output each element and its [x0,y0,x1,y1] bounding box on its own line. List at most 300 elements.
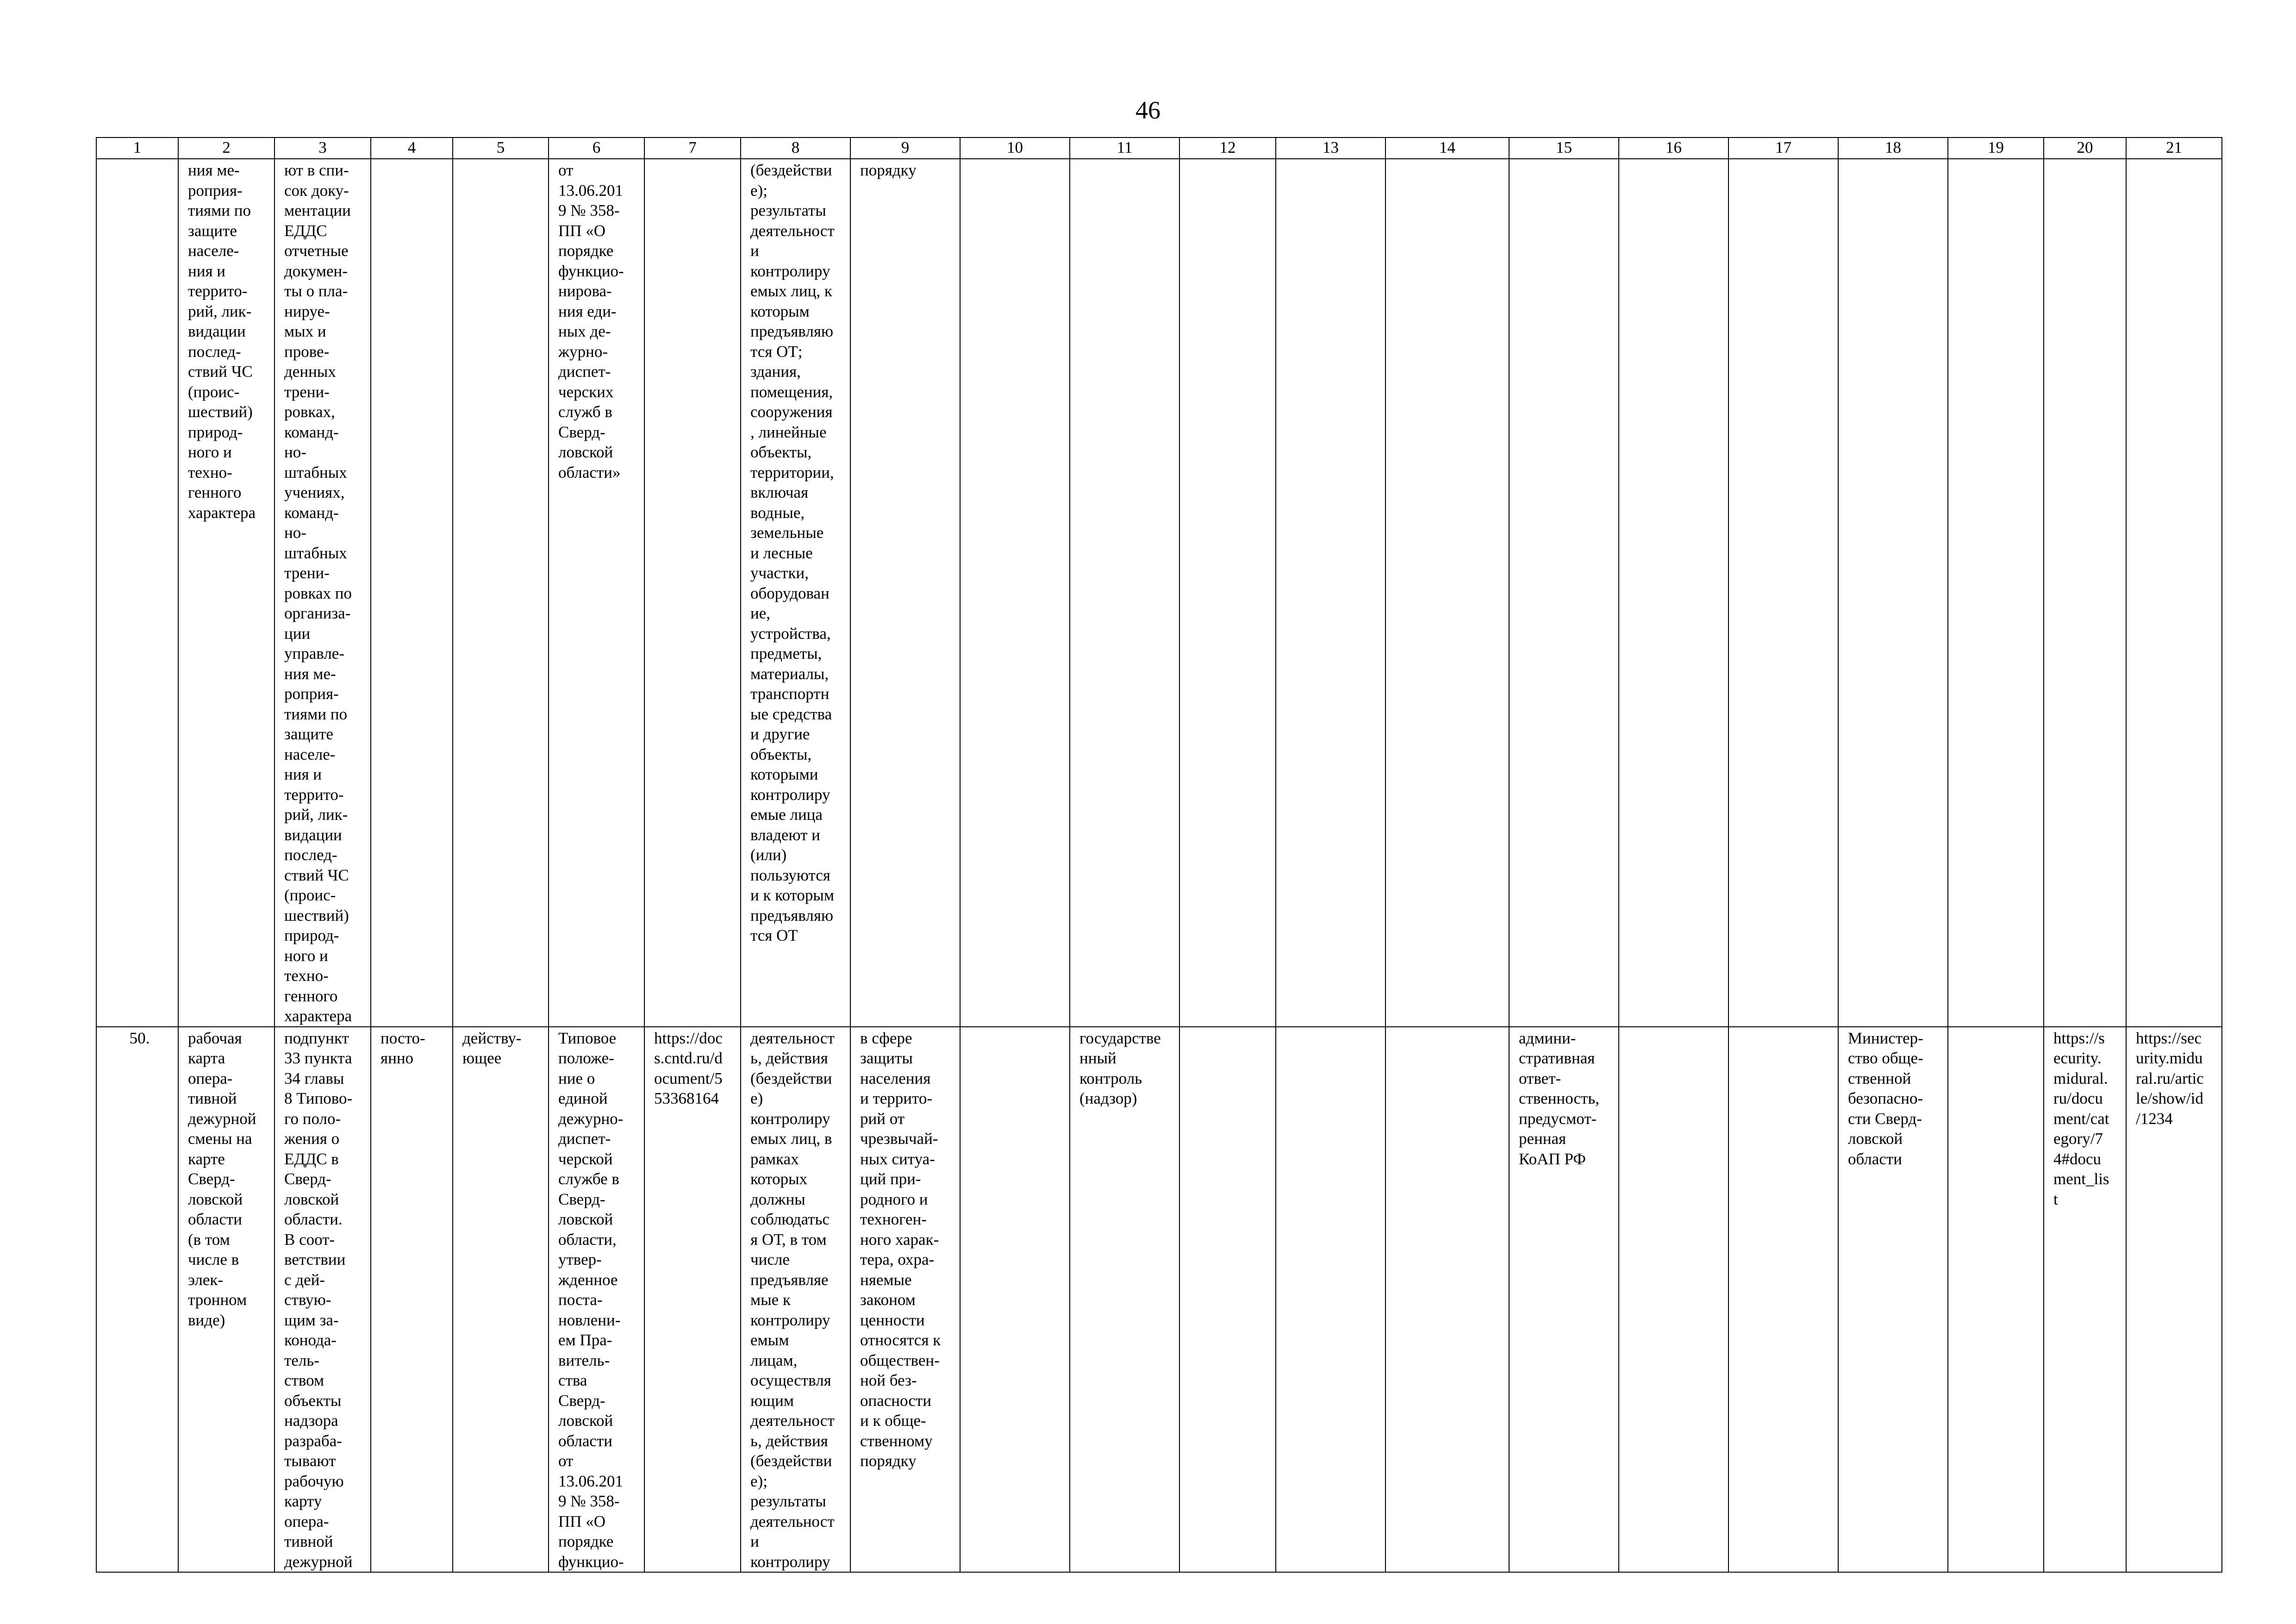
cell-text-line: ПП «О [558,1512,606,1530]
cell-text-line: деятельност [750,1029,835,1047]
cell-text-line: и [750,242,759,260]
cell-text-line: ства [558,1371,587,1389]
cell-text-line: нирова- [558,282,612,300]
cell-text-line: ЕДДС в [284,1149,339,1168]
cell-text-line: государстве [1079,1029,1161,1047]
cell-text-line: ловской [558,1210,613,1228]
column-number-13: 13 [1276,137,1385,159]
cell-text-line: ты о пла- [284,282,348,300]
cell-text-line: тель- [284,1351,319,1369]
cell-text-line: https://sec [2136,1029,2202,1047]
cell-text-line: ния и [284,765,322,783]
table-cell-col-20 [2044,159,2126,1027]
cell-text-line: денных [284,362,336,381]
cell-text-line: объекты, [750,443,812,461]
cell-text-line: ЕДДС [284,221,327,240]
cell-text-line: роприя- [284,685,339,703]
cell-text-line: оборудован [750,584,830,602]
cell-text-line: egory/7 [2053,1130,2103,1148]
cell-text-line: 33 пункта [284,1049,352,1067]
cell-text-line: ство обще- [1848,1049,1923,1067]
cell-text-line: природ- [188,423,243,441]
cell-text-line: ного и [188,443,232,461]
cell-text-line: КоАП РФ [1519,1149,1586,1168]
column-number-20: 20 [2044,137,2126,159]
cell-text-line: команд- [284,503,339,522]
table-cell-col-19 [1948,1027,2044,1573]
cell-text-line: отчетные [284,242,349,260]
cell-text-line: объекты, [750,745,812,763]
column-number-18: 18 [1838,137,1948,159]
cell-text-line: контроль [1079,1069,1142,1087]
cell-text-line: должны [750,1190,805,1208]
table-cell-col-8 [741,1027,850,1573]
table-cell-col-15 [1509,159,1619,1027]
cell-text-line: контролиру [750,1552,830,1571]
cell-text-line: стративная [1519,1049,1595,1067]
table-cell-col-16 [1619,159,1728,1027]
cell-text-line: чрезвычай- [860,1130,938,1148]
column-number-11: 11 [1070,137,1179,159]
column-number-5: 5 [453,137,549,159]
table-row [96,1027,2222,1573]
cell-text-line: деятельност [750,1512,835,1530]
cell-text-line: области [558,1431,612,1450]
cell-text-line: (или) [750,846,787,864]
cell-text-line: ecurity. [2053,1049,2102,1067]
cell-text-line: тся ОТ [750,926,798,944]
cell-text-line: подпункт [284,1029,349,1047]
cell-text-line: ций при- [860,1170,921,1188]
cell-text-line: функцио- [558,262,624,280]
cell-text-line: янно [381,1049,414,1067]
cell-text-line: порядку [860,161,917,179]
cell-text-line: /1234 [2136,1109,2173,1128]
cell-text-line: защите [188,221,237,240]
cell-text-line: помещения, [750,382,833,401]
cell-text-line: Сверд- [558,423,605,441]
column-number-10: 10 [960,137,1070,159]
cell-text-line: роприя- [188,181,243,200]
cell-text-line: е); [750,1472,767,1490]
cell-text-line: https://s [2053,1029,2105,1047]
cell-text-line: и террито- [860,1089,933,1107]
cell-text-line: 4#docu [2053,1149,2102,1168]
cell-text-line: характера [188,503,256,522]
cell-text-line: ral.ru/artic [2136,1069,2204,1087]
cell-text-line: е) [750,1089,763,1107]
column-number-14: 14 [1385,137,1509,159]
cell-text-line: ем Пра- [558,1331,612,1349]
cell-text-line: s.cntd.ru/d [654,1049,723,1067]
cell-text-line: генного [284,987,338,1005]
cell-text-line: ния и [188,262,226,280]
cell-text-line: контролиру [750,1311,830,1329]
cell-text-line: функцио- [558,1552,624,1571]
cell-text-line: послед- [188,342,241,361]
cell-text-line: организа- [284,604,351,622]
table-cell-col-8 [741,159,850,1027]
cell-text-line: емых лиц, в [750,1130,832,1148]
cell-text-line: действу- [462,1029,522,1047]
cell-text-line: 13.06.201 [558,181,623,200]
cell-text-line: материалы, [750,664,829,683]
requirements-table [96,137,2222,1573]
column-number-3: 3 [275,137,371,159]
cell-text-line: ловской [188,1190,243,1208]
cell-text-line: ренная [1519,1130,1566,1148]
cell-text-line: транспортн [750,685,830,703]
cell-text-line: сок доку- [284,181,349,200]
cell-text-line: мые к [750,1291,791,1309]
cell-text-line: няемые [860,1270,912,1289]
cell-text-line: предъявляю [750,322,834,340]
cell-text-line: конода- [284,1331,337,1349]
cell-text-line: ние о [558,1069,595,1087]
table-row [96,159,2222,1027]
cell-text-line: карту [284,1492,322,1510]
cell-text-line: ющим [750,1391,794,1410]
cell-text-line: ствий ЧС [284,866,349,884]
cell-text-line: территории, [750,463,834,481]
cell-text-line: е); [750,181,767,200]
cell-text-line: емым [750,1331,789,1349]
table-cell-col-21 [2126,1027,2222,1573]
table-cell-col-6 [549,159,644,1027]
cell-text-line: от [558,161,574,179]
table-cell-col-4 [371,1027,453,1573]
cell-text-line: единой [558,1089,608,1107]
cell-text-line: результаты [750,201,826,219]
cell-text-line: видации [284,825,342,844]
cell-text-line: которым [750,302,810,320]
table-cell-col-17 [1728,159,1838,1027]
cell-text-line: (надзор) [1079,1089,1137,1107]
cell-text-line: ые средства [750,705,832,723]
cell-text-line: тиями по [188,201,251,219]
cell-text-line: характера [284,1007,352,1025]
cell-text-line: с дей- [284,1270,325,1289]
cell-text-line: ответ- [1519,1069,1561,1087]
cell-text-line: ных де- [558,322,611,340]
table-cell-col-2 [178,159,275,1027]
cell-text-line: шествий) [284,906,349,924]
table-cell-col-17 [1728,1027,1838,1573]
cell-text-line: Типовое [558,1029,617,1047]
cell-text-line: тивной [188,1089,237,1107]
cell-text-line: разраба- [284,1431,342,1450]
column-number-12: 12 [1179,137,1276,159]
cell-text-line: и к которым [750,886,834,904]
cell-text-line: надзора [284,1412,338,1430]
cell-text-line: которыми [750,765,818,783]
table-cell-col-9 [850,159,960,1027]
column-number-8: 8 [741,137,850,159]
table-cell-col-13 [1276,159,1385,1027]
cell-text-line: виде) [188,1311,225,1329]
cell-text-line: рамках [750,1149,799,1168]
cell-text-line: команд- [284,423,339,441]
cell-text-line: докумен- [284,262,348,280]
cell-text-line: служб в [558,403,612,421]
cell-text-line: витель- [558,1351,610,1369]
cell-text-line: области. [284,1210,343,1228]
cell-text-line: щим за- [284,1311,339,1329]
column-number-6: 6 [549,137,644,159]
table-cell-col-3 [275,1027,371,1573]
cell-text-line: защите [284,725,333,743]
cell-text-line: области» [558,463,621,481]
cell-text-line: 13.06.201 [558,1472,623,1490]
cell-text-line: числе в [188,1250,239,1268]
cell-text-line: результаты [750,1492,826,1510]
cell-text-line: нируе- [284,302,330,320]
cell-text-line: прове- [284,342,330,361]
cell-text-line: которых [750,1170,808,1188]
table-cell-col-2 [178,1027,275,1573]
cell-text-line: ловской [284,1190,339,1208]
cell-text-line: и [750,1532,759,1550]
cell-text-line: я ОТ, в том [750,1230,827,1249]
cell-text-line: ственному [860,1431,933,1450]
cell-text-line: ментации [284,201,351,219]
cell-text-line: рий от [860,1109,905,1128]
column-number-9: 9 [850,137,960,159]
column-number-21: 21 [2126,137,2222,159]
cell-text-line: объекты [284,1391,342,1410]
cell-text-line: тиями по [284,705,347,723]
column-number-15: 15 [1509,137,1619,159]
cell-text-line: Сверд- [558,1190,605,1208]
cell-text-line: здания, [750,362,801,381]
cell-text-line: числе [750,1250,790,1268]
cell-text-line: трени- [284,382,330,401]
cell-text-line: и лесные [750,543,813,562]
cell-text-line: родного и [860,1190,928,1208]
cell-text-line: ment/cat [2053,1109,2109,1128]
cell-text-line: деятельност [750,1412,835,1430]
cell-text-line: порядке [558,242,614,260]
cell-text-line: опасности [860,1391,931,1410]
column-number-4: 4 [371,137,453,159]
cell-text-line: обществен- [860,1351,940,1369]
cell-text-line: штабных [284,543,347,562]
table-cell-col-12 [1179,159,1276,1027]
table-cell-col-19 [1948,159,2044,1027]
cell-text-line: видации [188,322,246,340]
cell-text-line: сооружения [750,403,833,421]
table-cell-col-3 [275,159,371,1027]
cell-text-line: включая [750,483,809,501]
table-cell-col-4 [371,159,453,1027]
cell-text-line: нный [1079,1049,1117,1067]
cell-text-line: управле- [284,644,344,662]
cell-text-line: утвер- [558,1250,602,1268]
cell-text-line: населе- [284,745,336,763]
cell-text-line: жденное [558,1270,618,1289]
table-cell-col-5 [453,1027,549,1573]
cell-text-line: посто- [381,1029,425,1047]
cell-text-line: ственной [1848,1069,1911,1087]
cell-text-line: устройства, [750,624,831,643]
cell-text-line: черских [558,382,614,401]
column-number-19: 19 [1948,137,2044,159]
cell-text-line: ной без- [860,1371,917,1389]
table-cell-col-7 [644,159,741,1027]
cell-text-line: относятся к [860,1331,941,1349]
table-cell-col-10 [960,159,1070,1027]
column-number-2: 2 [178,137,275,159]
cell-text-line: земельные [750,524,824,542]
table-cell-col-1 [96,159,178,1027]
cell-text-line: рабочая [188,1029,242,1047]
cell-text-line: емых лиц, к [750,282,832,300]
cell-text-line: карте [188,1149,225,1168]
cell-text-line: штабных [284,463,347,481]
cell-text-line: дежурно- [558,1109,624,1128]
cell-text-line: черской [558,1149,613,1168]
table-cell-col-11 [1070,159,1179,1027]
cell-text-line: порядке [558,1532,614,1550]
cell-text-line: техноген- [860,1210,927,1228]
cell-text-line: urity.midu [2136,1049,2203,1067]
cell-text-line: диспет- [558,362,611,381]
cell-text-line: генного [188,483,242,501]
column-number-1: 1 [96,137,178,159]
cell-text-line: соблюдатьс [750,1210,830,1228]
cell-text-line: ие, [750,604,771,622]
cell-text-line: 53368164 [654,1089,719,1107]
cell-text-line: опера- [188,1069,233,1087]
cell-text-line: и к обще- [860,1412,926,1430]
cell-text-line: В соот- [284,1230,335,1249]
cell-text-line: (проис- [284,886,336,904]
cell-text-line: владеют и [750,825,820,844]
cell-text-line: ь, действия [750,1049,828,1067]
cell-text-line: предметы, [750,644,822,662]
cell-text-line: законом [860,1291,916,1309]
cell-text-line: контролиру [750,262,830,280]
cell-text-line: ствую- [284,1291,331,1309]
table-cell-col-1 [96,1027,178,1573]
cell-text-line: защиты [860,1049,913,1067]
cell-text-line: лицам, [750,1351,798,1369]
cell-text-line: трени- [284,564,330,582]
cell-text-line: 9 № 358- [558,201,620,219]
table-cell-col-18 [1838,1027,1948,1573]
table-cell-col-13 [1276,1027,1385,1573]
table-cell-col-15 [1509,1027,1619,1573]
cell-text-line: ценности [860,1311,925,1329]
column-number-16: 16 [1619,137,1728,159]
cell-text-line: ния ме- [284,664,336,683]
cell-text-line: ного и [284,946,328,965]
cell-text-line: карта [188,1049,225,1067]
cell-text-line: но- [284,443,306,461]
cell-text-line: контролиру [750,1109,830,1128]
cell-text-line: диспет- [558,1130,611,1148]
page-number: 46 [1136,96,1160,124]
cell-text-line: новлени- [558,1311,621,1329]
cell-text-line: тера, охра- [860,1250,935,1268]
cell-text-line: учениях, [284,483,345,501]
table-cell-col-9 [850,1027,960,1573]
cell-text-line: 34 главы [284,1069,344,1087]
cell-text-line: шествий) [188,403,253,421]
table-cell-col-6 [549,1027,644,1573]
cell-text-line: емые лица [750,806,823,824]
cell-text-line: ных ситуа- [860,1149,935,1168]
cell-text-line: ловской [558,1412,613,1430]
cell-text-line: ровках, [284,403,335,421]
cell-text-line: ment_lis [2053,1170,2109,1188]
cell-text-line: ocument/5 [654,1069,723,1087]
cell-text-line: техно- [188,463,232,481]
cell-text-line: жения о [284,1130,340,1148]
cell-text-line: ПП «О [558,221,606,240]
cell-text-line: (бездействи [750,161,832,179]
cell-text-line: (бездействи [750,1069,832,1087]
cell-text-line: положе- [558,1049,614,1067]
cell-text-line: водные, [750,503,805,522]
cell-text-line: (в том [188,1230,230,1249]
cell-text-line: ь, действия [750,1431,828,1450]
cell-text-line: журно- [558,342,608,361]
cell-text-line: 8 Типово- [284,1089,353,1107]
cell-text-line: ловской [1848,1130,1903,1148]
cell-text-line: ющее [462,1049,502,1067]
cell-text-line: ровках по [284,584,352,602]
cell-text-line: в сфере [860,1029,912,1047]
table-cell-col-7 [644,1027,741,1573]
cell-text-line: террито- [284,785,344,804]
table-cell-col-16 [1619,1027,1728,1573]
cell-text-line: ции [284,624,311,643]
cell-text-line: службе в [558,1170,619,1188]
table-cell-col-11 [1070,1027,1179,1573]
cell-text-line: смены на [188,1130,252,1148]
cell-text-line: опера- [284,1512,329,1530]
cell-text-line: предъявляю [750,906,834,924]
cell-text-line: админи- [1519,1029,1576,1047]
cell-text-line: населе- [188,242,239,260]
cell-text-line: контролиру [750,785,830,804]
cell-text-line: ловской [558,443,613,461]
cell-text-line: участки, [750,564,809,582]
cell-text-line: ственность, [1519,1089,1600,1107]
cell-text-line: рий, лик- [188,302,252,320]
cell-text-line: поста- [558,1291,603,1309]
cell-text-line: дежурной [284,1552,353,1571]
table-cell-col-14 [1385,1027,1509,1573]
cell-text-line: ного харак- [860,1230,939,1249]
table-cell-col-10 [960,1027,1070,1573]
table-cell-col-20 [2044,1027,2126,1573]
cell-text-line: но- [284,524,306,542]
table-cell-col-21 [2126,159,2222,1027]
cell-text-line: предусмот- [1519,1109,1597,1128]
cell-text-line: природ- [284,926,339,944]
cell-text-line: пользуются [750,866,830,884]
cell-text-line: области, [558,1230,617,1249]
cell-text-line: ют в спи- [284,161,349,179]
cell-text-line: безопасно- [1848,1089,1923,1107]
cell-text-line: Сверд- [188,1170,235,1188]
cell-text-line: Сверд- [558,1391,605,1410]
cell-text-line: от [558,1452,574,1470]
cell-text-line: ством [284,1371,324,1389]
cell-text-line: (бездействи [750,1452,832,1470]
